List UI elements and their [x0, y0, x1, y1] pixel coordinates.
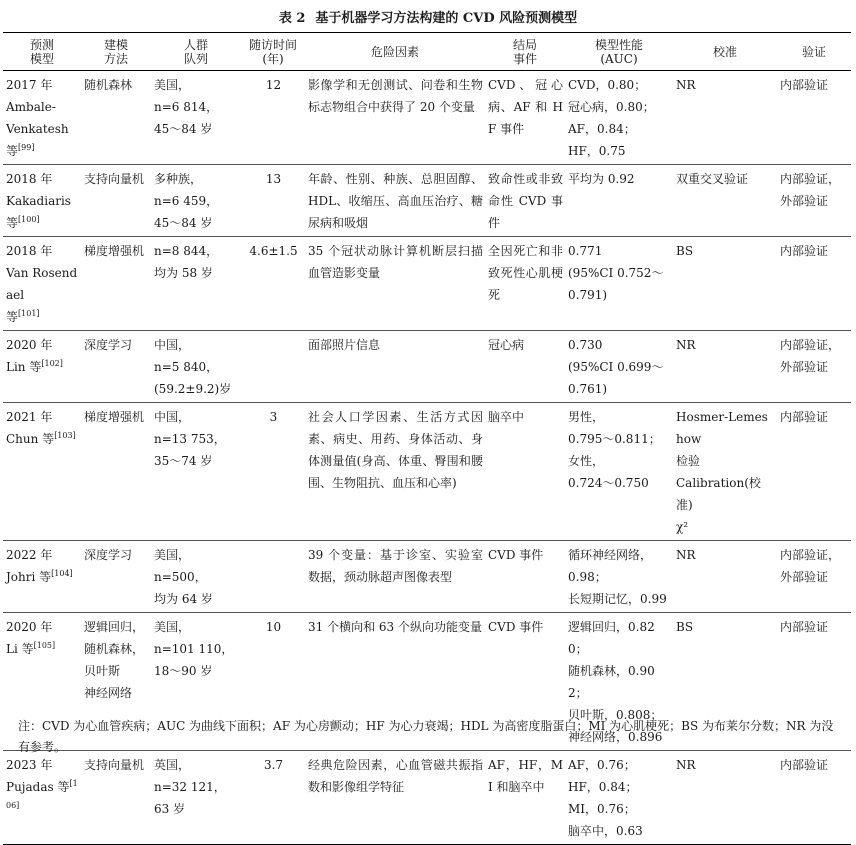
- model-label: 2023 年 Pujadas 等: [6, 758, 70, 794]
- cell-risk-factors: 31 个横向和 63 个纵向功能变量: [305, 613, 485, 751]
- cell-model: [3, 165, 81, 237]
- cell-followup: 3: [241, 403, 305, 541]
- cell-method: 梯度增强机: [81, 403, 151, 541]
- col-header-model: 预测 模型: [3, 33, 81, 71]
- cell-outcome: 脑卒中: [485, 403, 565, 541]
- table-row: [3, 237, 851, 331]
- col-header-cohort: 人群 队列: [151, 33, 241, 71]
- cell-calibration: 双重交叉验证: [673, 165, 777, 237]
- cell-followup: [241, 331, 305, 403]
- cell-method: 支持向量机: [81, 165, 151, 237]
- col-header-outcome: 结局 事件: [485, 33, 565, 71]
- cell-risk-factors: 年龄、性别、种族、总胆固醇、HDL、收缩压、高血压治疗、糖尿病和吸烟: [305, 165, 485, 237]
- reference-marker: [106]: [6, 779, 78, 810]
- cell-method: 深度学习: [81, 541, 151, 613]
- cell-cohort: 中国， n=5 840， (59.2±9.2)岁: [151, 331, 241, 403]
- reference-marker: [103]: [54, 431, 76, 440]
- cell-auc: 循环神经网络， 0.98； 长短期记忆，0.99: [565, 541, 673, 613]
- cell-auc: 逻辑回归，0.820； 随机森林，0.902； 贝叶斯，0.808； 神经网络，0.896: [565, 613, 673, 751]
- cell-outcome: CVD 事件: [485, 613, 565, 751]
- reference-marker: [104]: [51, 569, 73, 578]
- cell-auc: CVD，0.80； 冠心病，0.80； AF，0.84； HF，0.75: [565, 71, 673, 165]
- cell-followup: 10: [241, 613, 305, 751]
- table-row: [3, 71, 851, 165]
- reference-marker: [105]: [33, 641, 56, 650]
- cell-outcome: 全因死亡和非致死性心肌梗死: [485, 237, 565, 331]
- table-row: [3, 403, 851, 541]
- cell-validation: 内部验证: [777, 71, 851, 165]
- cell-followup: 3.7: [241, 751, 305, 845]
- cell-method: 逻辑回归， 随机森林， 贝叶斯 神经网络: [81, 613, 151, 751]
- cell-calibration: NR: [673, 751, 777, 845]
- model-label: 2021 年 Chun 等: [6, 410, 55, 446]
- cell-model: [3, 541, 81, 613]
- cell-followup: 13: [241, 165, 305, 237]
- cell-risk-factors: 经典危险因素，心血管磁共振指数和影像组学特征: [305, 751, 485, 845]
- table-row: [3, 751, 851, 845]
- col-header-factors: 危险因素: [305, 33, 485, 71]
- cell-risk-factors: 39 个变量：基于诊室、实验室数据，颈动脉超声图像表型: [305, 541, 485, 613]
- cell-auc: 男性， 0.795～0.811； 女性， 0.724～0.750: [565, 403, 673, 541]
- cell-auc: 平均为 0.92: [565, 165, 673, 237]
- cell-calibration: Hosmer-Lemeshow 检验 Calibration(校准) χ²: [673, 403, 777, 541]
- cell-calibration: BS: [673, 237, 777, 331]
- cell-validation: 内部验证: [777, 403, 851, 541]
- table-row: [3, 165, 851, 237]
- cell-calibration: NR: [673, 541, 777, 613]
- cell-model: [3, 403, 81, 541]
- cell-method: 随机森林: [81, 71, 151, 165]
- model-label: 2022 年 Johri 等: [6, 548, 53, 584]
- model-label: 2018 年 Van Rosendael 等: [6, 244, 78, 324]
- reference-marker: [99]: [18, 143, 35, 152]
- cell-calibration: NR: [673, 331, 777, 403]
- cell-auc: 0.730 (95%CI 0.699～0.761): [565, 331, 673, 403]
- model-label: 2020 年 Lin 等: [6, 338, 53, 374]
- cell-cohort: 中国， n=13 753， 35～74 岁: [151, 403, 241, 541]
- cell-model: [3, 331, 81, 403]
- cell-cohort: 美国， n=6 814， 45～84 岁: [151, 71, 241, 165]
- cell-cohort: 美国， n=500， 均为 64 岁: [151, 541, 241, 613]
- cell-cohort: 多种族， n=6 459， 45～84 岁: [151, 165, 241, 237]
- cell-outcome: CVD、冠心病、AF 和 HF 事件: [485, 71, 565, 165]
- cell-validation: 内部验证， 外部验证: [777, 541, 851, 613]
- reference-marker: [100]: [18, 215, 40, 224]
- cell-model: [3, 237, 81, 331]
- model-label: 2017 年 Ambale- Venkatesh 等: [6, 78, 69, 158]
- reference-marker: [102]: [41, 359, 63, 368]
- cell-risk-factors: 影像学和无创测试、问卷和生物标志物组合中获得了 20 个变量: [305, 71, 485, 165]
- cell-validation: 内部验证， 外部验证: [777, 165, 851, 237]
- cell-outcome: AF，HF，MI 和脑卒中: [485, 751, 565, 845]
- cell-outcome: CVD 事件: [485, 541, 565, 613]
- table-number: 表 2: [278, 11, 306, 26]
- col-header-followup: 随访时间 (年): [241, 33, 305, 71]
- cell-cohort: 英国， n=32 121， 63 岁: [151, 751, 241, 845]
- cell-followup: 4.6±1.5: [241, 237, 305, 331]
- model-label: 2018 年 Kakadiaris 等: [6, 172, 71, 230]
- reference-marker: [101]: [18, 309, 40, 318]
- cell-validation: 内部验证: [777, 751, 851, 845]
- cell-cohort: 美国， n=101 110， 18～90 岁: [151, 613, 241, 751]
- cell-auc: AF，0.76； HF，0.84； MI，0.76； 脑卒中，0.63: [565, 751, 673, 845]
- cell-validation: 内部验证: [777, 237, 851, 331]
- cell-cohort: n=8 844， 均为 58 岁: [151, 237, 241, 331]
- table-row: [3, 331, 851, 403]
- table-title: [0, 7, 856, 26]
- cell-validation: 内部验证: [777, 613, 851, 751]
- cell-risk-factors: 社会人口学因素、生活方式因素、病史、用药、身体活动、身体测量值(身高、体重、臀围和腰围、生物阻抗、血压和心率): [305, 403, 485, 541]
- cell-calibration: BS: [673, 613, 777, 751]
- cell-validation: 内部验证， 外部验证: [777, 331, 851, 403]
- table-caption: 基于机器学习方法构建的 CVD 风险预测模型: [315, 11, 578, 26]
- table-row: [3, 541, 851, 613]
- cell-auc: 0.771 (95%CI 0.752～0.791): [565, 237, 673, 331]
- cell-followup: [241, 541, 305, 613]
- cell-method: 梯度增强机: [81, 237, 151, 331]
- table-footnote: 注：CVD 为心血管疾病；AUC 为曲线下面积；AF 为心房颤动；HF 为心力衰竭；HDL 为高密度脂蛋白；MI 为心肌梗死；BS 为布莱尔分数；NR 为没有参考。: [18, 719, 834, 754]
- cell-outcome: 致命性或非致命性 CVD 事件: [485, 165, 565, 237]
- cell-followup: 12: [241, 71, 305, 165]
- col-header-validation: 验证: [777, 33, 851, 71]
- cell-risk-factors: 面部照片信息: [305, 331, 485, 403]
- col-header-auc: 模型性能 (AUC): [565, 33, 673, 71]
- cell-outcome: 冠心病: [485, 331, 565, 403]
- col-header-method: 建模 方法: [81, 33, 151, 71]
- cell-risk-factors: 35 个冠状动脉计算机断层扫描血管造影变量: [305, 237, 485, 331]
- model-label: 2020 年 Li 等: [6, 620, 53, 656]
- cell-model: [3, 751, 81, 845]
- cell-method: 深度学习: [81, 331, 151, 403]
- col-header-calibration: 校准: [673, 33, 777, 71]
- cell-calibration: NR: [673, 71, 777, 165]
- header-row: [3, 33, 851, 71]
- cell-model: [3, 71, 81, 165]
- cell-method: 支持向量机: [81, 751, 151, 845]
